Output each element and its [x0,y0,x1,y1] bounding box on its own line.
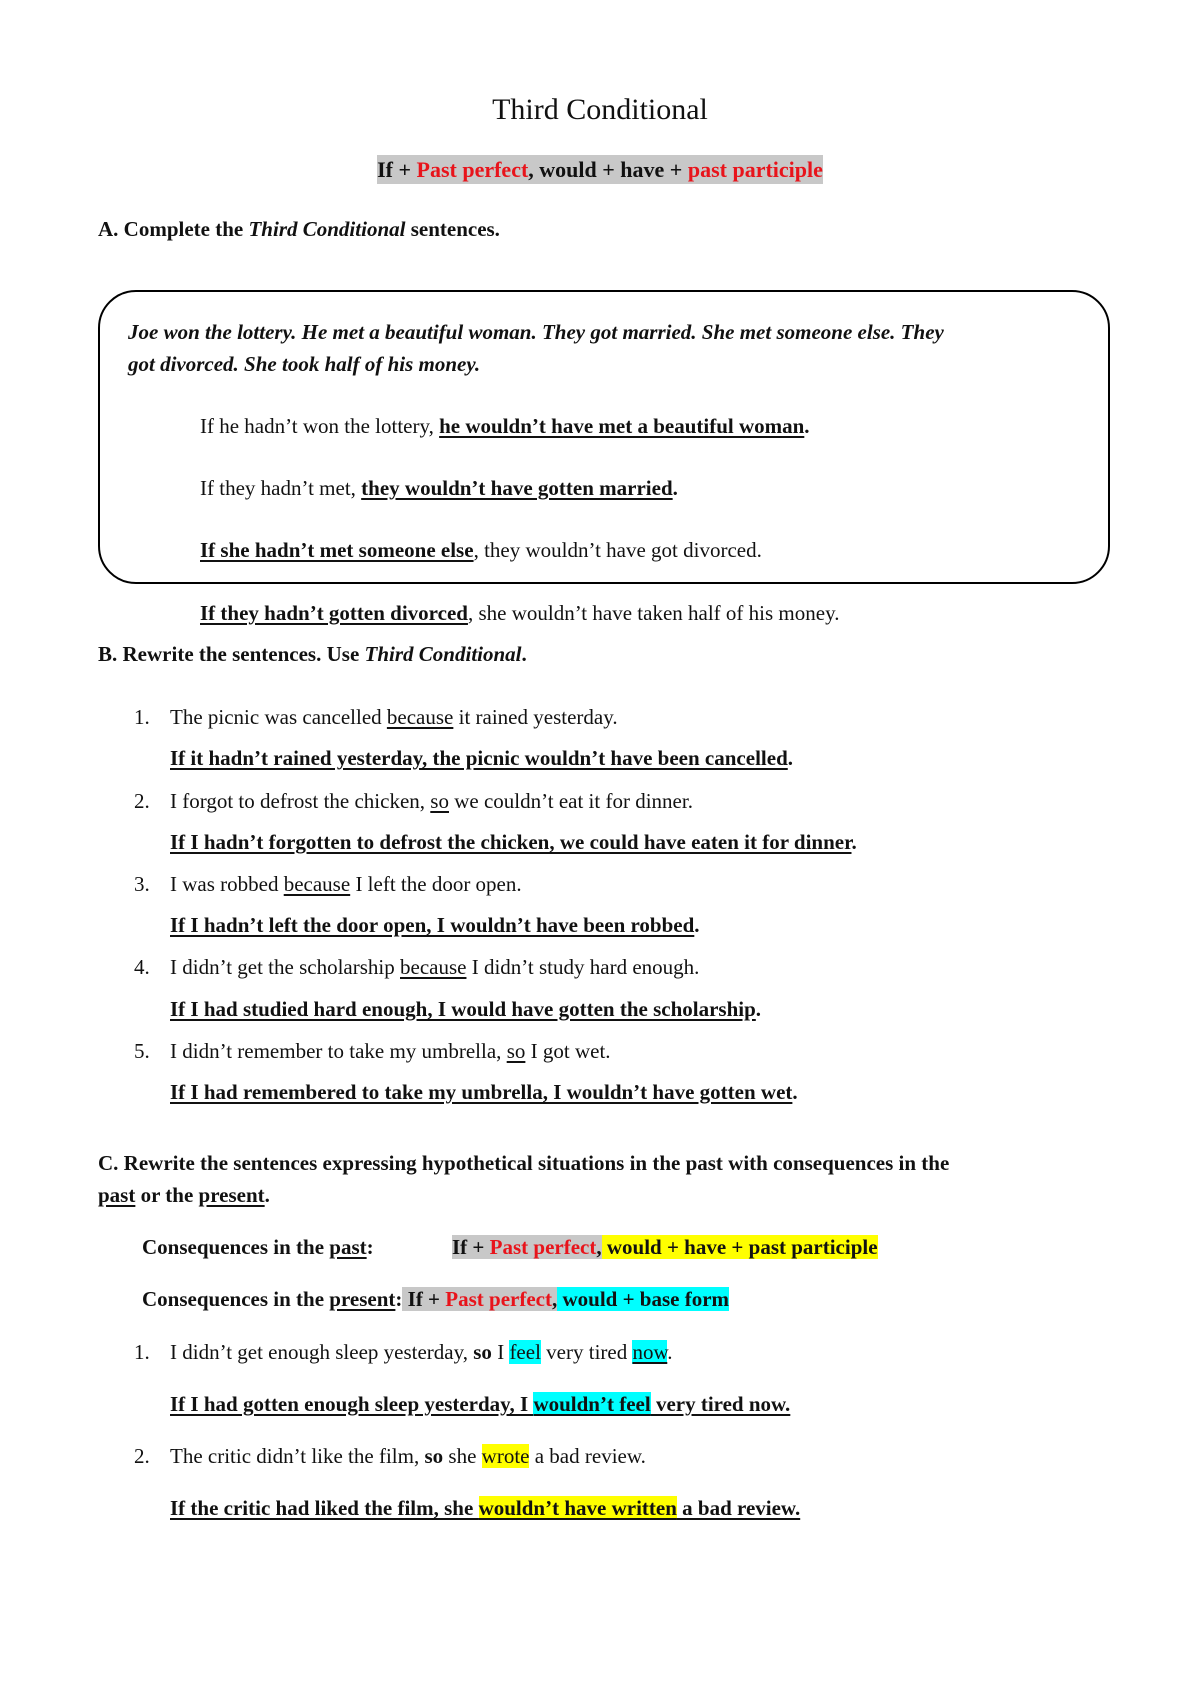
a-sentence-1 [200,414,810,439]
b-item-number: 2. [134,789,150,813]
b-q-part: I didn’t get the scholarship [170,955,400,979]
b-q-connector: so [506,1039,526,1063]
cp-gray [452,1235,602,1259]
cpr-if: If + [402,1287,446,1311]
b-item-number: 5. [134,1039,150,1063]
a-sentence-2 [200,476,678,501]
c-a1-b: wouldn’t feel [533,1392,651,1416]
a-s2-end: . [672,476,678,500]
cpr-comma: , [551,1287,558,1311]
c-q2-so: so [424,1444,444,1468]
b-q-connector: because [400,955,467,979]
b-q-part: I left the door open. [350,872,522,896]
a-s3-answer: If she hadn’t met someone else [200,538,474,562]
section-a-italic: Third Conditional [248,217,406,241]
formula-would: , would + have + [528,157,688,182]
c-answer-2 [170,1496,800,1521]
a-s2-answer: they wouldn’t have gotten married [361,476,673,500]
section-a-label: A. [98,217,119,241]
b-item-number: 1. [134,705,150,729]
c-question-2 [170,1444,646,1469]
c-item-number: 1. [134,1340,150,1364]
b-item-question [170,872,522,897]
cpr-past-perfect: Past perfect [445,1287,552,1311]
a-s2-given: If they hadn’t met, [200,476,362,500]
b-item-number: 4. [134,955,150,979]
cpr-gray [402,1287,557,1311]
b-answer-text: If I had remembered to take my umbrella, I wouldn’t have gotten wet [170,1080,793,1104]
section-b-post: . [521,642,527,666]
consequences-past-formula [452,1235,878,1260]
c-present-word: present [198,1183,265,1207]
c-q1-d: . [667,1340,673,1364]
a-s1-given: If he hadn’t won the lottery, [200,414,440,438]
c-or-the: or the [135,1183,199,1207]
cp-comma: , [596,1235,602,1259]
b-q-connector: because [386,705,454,729]
consequences-past-label [142,1235,374,1260]
section-a-heading [98,217,500,242]
c-a2-c: a bad review. [676,1496,801,1520]
b-item-question [170,789,693,814]
c-q1-b: I [491,1340,510,1364]
a-s4-answer: If they hadn’t gotten divorced [200,601,468,625]
b-answer-end: . [792,1080,798,1104]
b-q-part: I was robbed [170,872,284,896]
b-item-answer [170,1080,798,1105]
c-q2-wrote: wrote [481,1444,530,1468]
b-q-part: we couldn’t eat it for dinner. [448,789,693,813]
c-period: . [264,1183,270,1207]
section-c-heading-line-2 [98,1183,270,1208]
b-answer-end: . [787,746,793,770]
c-a1-a: If I had gotten enough sleep yesterday, I [170,1392,534,1416]
section-a-pre: Complete the [118,217,249,241]
story-line-2: got divorced. She took half of his money. [128,352,481,376]
a-sentence-4 [200,601,839,626]
c-a2-a: If the critic had liked the film, she [170,1496,479,1520]
section-b-heading [98,642,527,667]
consequences-present-line [142,1287,729,1312]
section-b-pre: Rewrite the sentences. Use [117,642,365,666]
cpr-label-b: : [395,1287,403,1311]
b-answer-text: If I hadn’t left the door open, I wouldn’t have been robbed [170,913,695,937]
cpr-label-a: Consequences in the [142,1287,330,1311]
b-q-part: I forgot to defrost the chicken, [170,789,431,813]
b-item-question [170,955,699,980]
cp-past-perfect: Past perfect [489,1235,597,1259]
formula-line [0,157,1200,183]
b-q-connector: because [283,872,351,896]
formula-highlight [377,155,823,184]
c-q1-a: I didn’t get enough sleep yesterday, [170,1340,474,1364]
c-question-1 [170,1340,673,1365]
page-title: Third Conditional [492,93,708,126]
c-a2-b: wouldn’t have written [478,1496,677,1520]
section-b-label: B. [98,642,118,666]
cp-if: If + [452,1235,490,1259]
c-q2-c: a bad review. [529,1444,646,1468]
section-c-heading-line-1: C. Rewrite the sentences expressing hypothetical situations in the past with consequences in the [98,1151,950,1175]
cpr-label-u: present [329,1287,396,1311]
c-q1-now: now [632,1340,668,1364]
b-answer-text: If I had studied hard enough, I would have gotten the scholarship [170,997,756,1021]
c-a1-c: very tired now. [650,1392,791,1416]
a-s1-answer: he wouldn’t have met a beautiful woman [439,414,805,438]
formula-plus: + [392,157,417,182]
b-q-part: it rained yesterday. [453,705,618,729]
b-answer-text: If it hadn’t rained yesterday, the picnic wouldn’t have been cancelled [170,746,788,770]
cp-label-b: : [366,1235,374,1259]
b-q-connector: so [430,789,449,813]
story-line-1: Joe won the lottery. He met a beautiful woman. They got married. She met someone else. They [128,320,944,344]
b-answer-text: If I hadn’t forgotten to defrost the chicken, we could have eaten it for dinner [170,830,852,854]
c-q1-so: so [473,1340,492,1364]
c-q1-feel: feel [509,1340,541,1364]
c-q2-b: she [443,1444,482,1468]
cp-would: would + have + past participle [601,1235,878,1259]
c-q1-c: very tired [540,1340,633,1364]
a-s1-end: . [804,414,810,438]
formula-if: If [377,157,393,182]
b-item-answer [170,997,761,1022]
b-q-part: I got wet. [525,1039,611,1063]
b-answer-end: . [755,997,762,1021]
c-past-word: past [98,1183,136,1207]
formula-past-participle: past participle [687,157,823,182]
b-item-question [170,705,618,730]
formula-past-perfect: Past perfect [416,157,529,182]
b-item-number: 3. [134,872,150,896]
b-q-part: The picnic was cancelled [170,705,387,729]
b-answer-end: . [694,913,700,937]
b-answer-end: . [851,830,857,854]
b-q-part: I didn’t remember to take my umbrella, [170,1039,507,1063]
cp-label-u: past [329,1235,367,1259]
cpr-would: would + base form [557,1287,730,1311]
section-b-italic: Third Conditional [364,642,522,666]
a-s3-given: , they wouldn’t have got divorced. [473,538,762,562]
a-s4-given: , she wouldn’t have taken half of his money. [467,601,840,625]
a-sentence-3 [200,538,762,563]
cp-label-a: Consequences in the [142,1235,330,1259]
section-a-post: sentences. [405,217,500,241]
b-q-part: I didn’t study hard enough. [466,955,700,979]
b-item-question [170,1039,611,1064]
b-item-answer [170,830,857,855]
b-item-answer [170,913,700,938]
b-item-answer [170,746,793,771]
c-item-number: 2. [134,1444,150,1468]
c-answer-1 [170,1392,790,1417]
c-q2-a: The critic didn’t like the film, [170,1444,425,1468]
